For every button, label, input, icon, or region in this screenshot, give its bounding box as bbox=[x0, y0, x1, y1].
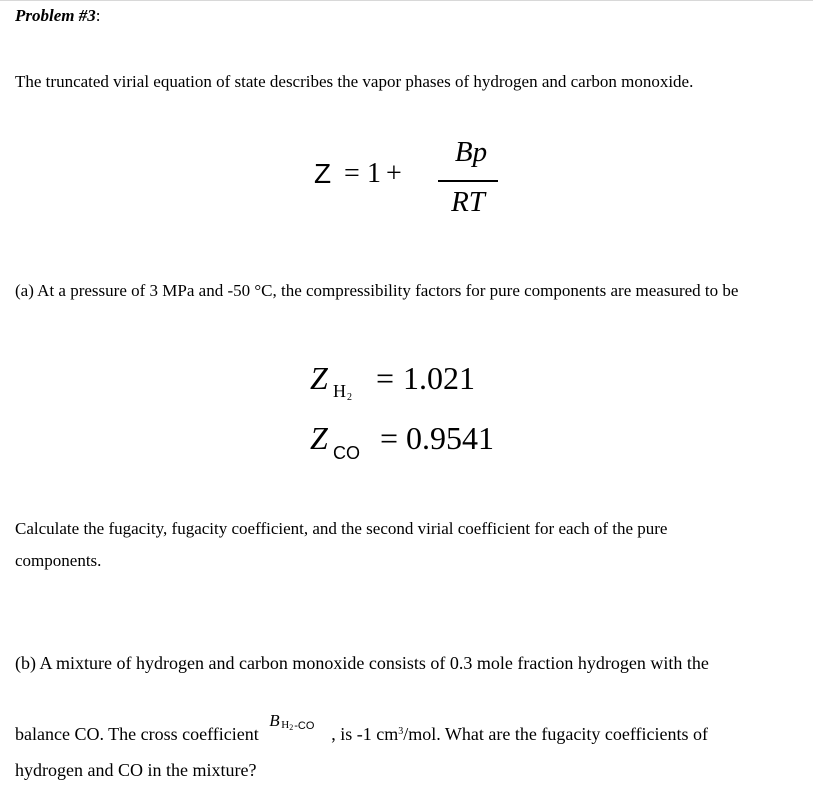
top-border bbox=[0, 0, 813, 1]
z-h2-equals: = bbox=[376, 360, 395, 396]
cm-superscript: 3 bbox=[398, 726, 404, 737]
equation-equals: = bbox=[344, 158, 360, 189]
part-b-line1: (b) A mixture of hydrogen and carbon monoxide consists of 0.3 mole fraction hydrogen with the bbox=[15, 653, 709, 673]
z-h2-value: 1.021 bbox=[403, 360, 475, 396]
part-b-line2-post2: /mol. What are the fugacity coefficients of bbox=[403, 724, 708, 744]
b-subscript-2: 2 bbox=[289, 723, 294, 732]
equation-z: Z bbox=[314, 158, 332, 189]
z-co-symbol: Z bbox=[310, 420, 328, 456]
z-co-value: 0.9541 bbox=[406, 420, 494, 456]
z-h2-symbol: Z bbox=[310, 360, 328, 396]
equation-one: 1 bbox=[367, 158, 381, 189]
z-h2-subscript: H bbox=[333, 381, 346, 401]
part-b-line2-post1: , is -1 cm bbox=[331, 724, 399, 744]
problem-heading bbox=[15, 6, 100, 26]
part-a-task-line1: Calculate the fugacity, fugacity coefficient, and the second virial coefficient for each of the pure bbox=[15, 519, 668, 538]
equation-numerator: Bp bbox=[454, 136, 488, 168]
z-h2-subsubscript: 2 bbox=[347, 392, 352, 403]
part-b-line2-pre: balance CO. The cross coefficient bbox=[15, 724, 259, 744]
problem-label: Problem #3 bbox=[15, 6, 96, 25]
part-a-text: (a) At a pressure of 3 MPa and -50 °C, the compressibility factors for pure components are measured to be bbox=[15, 281, 739, 300]
intro-paragraph: The truncated virial equation of state describes the vapor phases of hydrogen and carbon monoxide. bbox=[15, 72, 694, 91]
b-symbol: B bbox=[269, 711, 280, 730]
part-b-line3: hydrogen and CO in the mixture? bbox=[15, 760, 257, 780]
z-co-equals: = bbox=[380, 420, 399, 456]
fraction-bar bbox=[438, 180, 498, 182]
z-co-subscript: CO bbox=[333, 443, 360, 463]
part-a-task-line2: components. bbox=[15, 551, 102, 570]
b-subscript-h: H bbox=[281, 719, 290, 731]
equation-denominator: RT bbox=[451, 186, 485, 218]
problem-colon: : bbox=[95, 6, 101, 25]
b-h2-co-symbol bbox=[263, 711, 331, 744]
b-subscript-co: -CO bbox=[294, 720, 315, 732]
part-b-line2 bbox=[15, 711, 708, 745]
equation-plus: + bbox=[386, 158, 402, 189]
